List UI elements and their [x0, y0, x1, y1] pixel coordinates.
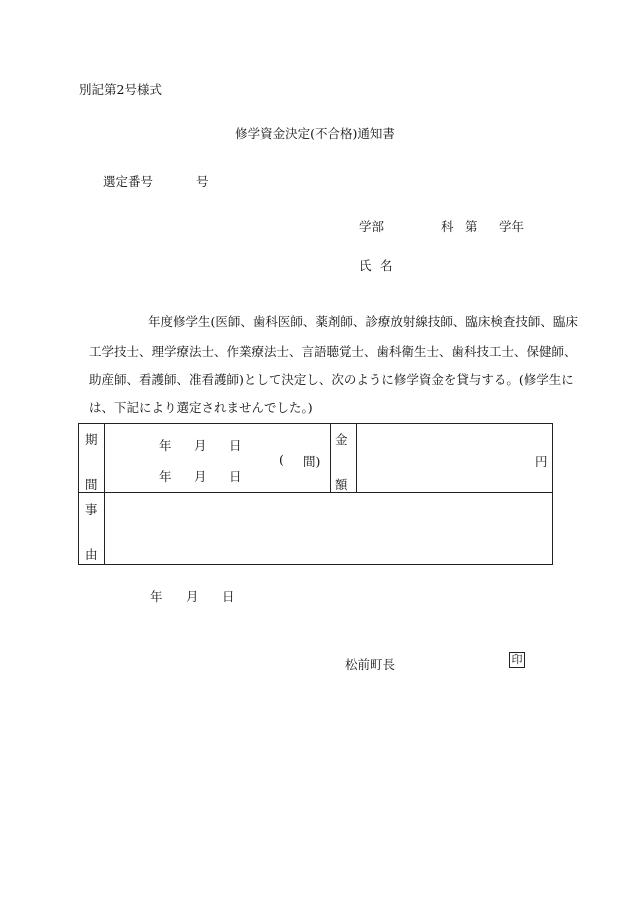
duration-close: 間) — [303, 454, 321, 469]
end-date-day: 日 — [229, 469, 242, 484]
period-label-bottom: 間 — [85, 477, 98, 492]
name-label-first: 氏 — [359, 258, 372, 273]
issue-date-month: 月 — [186, 589, 199, 604]
grade-label: 学年 — [499, 219, 525, 234]
issue-date-year: 年 — [150, 589, 163, 604]
body-text-line-4: は、下記により選定されませんでした。) — [89, 400, 313, 415]
document-title: 修学資金決定(不合格)通知書 — [235, 126, 395, 141]
selection-number-suffix: 号 — [196, 174, 209, 189]
amount-label-top: 金 — [335, 432, 348, 447]
grade-prefix-label: 第 — [465, 219, 478, 234]
body-text-line-3: 助産師、看護師、准看護師)として決定し、次のように修学資金を貸与する。(修学生に — [89, 372, 574, 387]
issuer-title: 松前町長 — [345, 657, 396, 672]
duration-open: ( — [279, 452, 284, 467]
amount-label-right-divider — [356, 423, 357, 493]
faculty-label: 学部 — [359, 219, 385, 234]
form-number: 別記第2号様式 — [79, 82, 162, 97]
amount-label-bottom: 額 — [335, 477, 348, 492]
seal-mark: 印 — [509, 652, 525, 668]
table-row-divider — [78, 492, 553, 493]
reason-label-top: 事 — [85, 502, 98, 517]
end-date-year: 年 — [159, 469, 172, 484]
start-date-day: 日 — [229, 438, 242, 453]
table-label-column-divider — [104, 423, 105, 565]
body-text-line-2: 工学技士、理学療法士、作業療法士、言語聴覚士、歯科衛生士、歯科技工士、保健師、 — [89, 344, 577, 359]
start-date-year: 年 — [159, 438, 172, 453]
start-date-month: 月 — [194, 438, 207, 453]
details-table — [78, 423, 553, 565]
department-label: 科 — [441, 219, 454, 234]
yen-unit: 円 — [535, 454, 548, 469]
selection-number-label: 選定番号 — [103, 174, 154, 189]
body-text-line-1: 年度修学生(医師、歯科医師、薬剤師、診療放射線技師、臨床検査技師、臨床 — [148, 314, 578, 329]
issue-date-day: 日 — [222, 589, 235, 604]
amount-label-left-divider — [330, 423, 331, 493]
end-date-month: 月 — [194, 469, 207, 484]
reason-label-bottom: 由 — [85, 547, 98, 562]
name-label-second: 名 — [380, 258, 393, 273]
period-label-top: 期 — [85, 432, 98, 447]
